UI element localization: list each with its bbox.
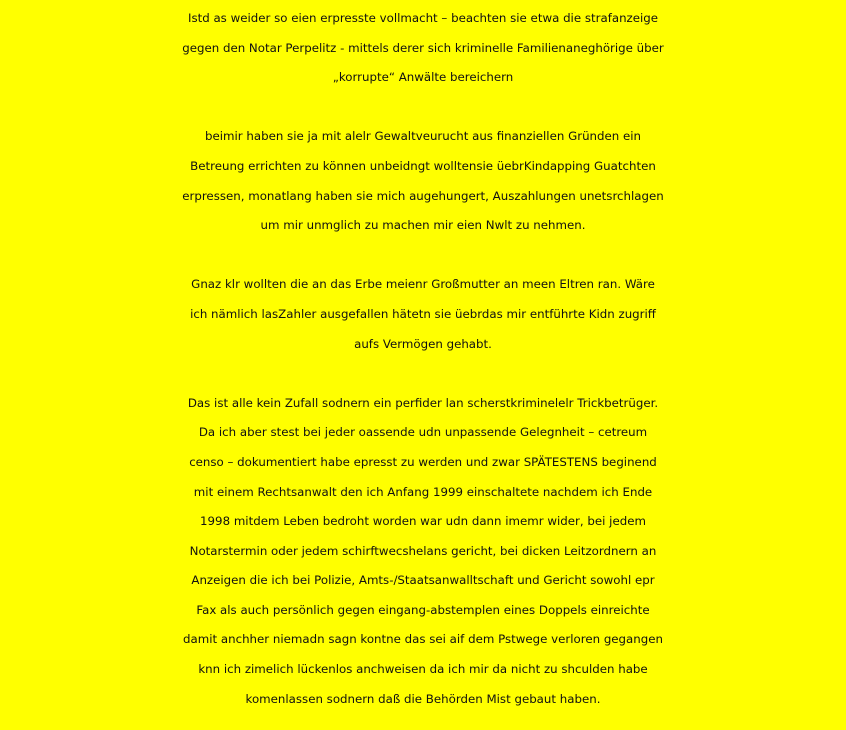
text-line: Istd as weider so eien erpresste vollmacht – beachten sie etwa die strafanzeige <box>187 11 659 25</box>
text-line: komenlassen sodnern daß die Behörden Mist gebaut haben. <box>245 691 601 706</box>
text-line: gegen den Notar Perpelitz - mittels derer sich kriminelle Familienaneghörige über <box>182 40 664 55</box>
text-line: aufs Vermögen gehabt. <box>354 336 492 351</box>
text-line: damit anchher niemadn sagn kontne das sei aif dem Pstwege verloren gegangen <box>183 632 663 647</box>
text-line: Notarstermin oder jedem schirftwecshelans gericht, bei dicken Leitzordnern an <box>189 543 657 558</box>
paragraph-2 <box>0 122 846 240</box>
text-line: Da ich aber stest bei jeder oassende udn unpassende Gelegnheit – cetreum <box>198 425 648 440</box>
paragraph-1 <box>0 4 846 93</box>
text-line: censo – dokumentiert habe epresst zu werden und zwar SPÄTESTENS beginend <box>189 454 657 469</box>
text-line: Betreung errichten zu können unbeidngt wolltensie üebrKindapping Guatchten <box>190 158 656 173</box>
text-line: mit einem Rechtsanwalt den ich Anfang 1999 einschaltete nachdem ich Ende <box>193 484 653 499</box>
text-line: um mir unmglich zu machen mir eien Nwlt zu nehmen. <box>260 218 586 233</box>
text-line: beimir haben sie ja mit alelr Gewaltveurucht aus finanziellen Gründen ein <box>204 129 642 144</box>
text-line: erpressen, monatlang haben sie mich augehungert, Auszahlungen unetsrchlagen <box>182 188 664 203</box>
text-line: 1998 mitdem Leben bedroht worden war udn dann imemr wider, bei jedem <box>200 514 646 529</box>
paragraph-gap <box>0 93 846 123</box>
text-line: Fax als auch persönlich gegen eingang-abstemplen eines Doppels einreichte <box>196 602 650 617</box>
paragraph-gap <box>0 359 846 389</box>
text-line: Das ist alle kein Zufall sodnern ein perfider lan scherstkriminelelr Trickbetrüger. <box>187 395 659 410</box>
paragraph-gap <box>0 241 846 271</box>
paragraph-3 <box>0 270 846 359</box>
text-line: knn ich zimelich lückenlos anchweisen da ich mir da nicht zu shculden habe <box>198 662 648 677</box>
text-line: ich nämlich lasZahler ausgefallen hätetn sie üebrdas mir entführte Kidn zugriff <box>190 306 656 321</box>
paragraph-4 <box>0 389 846 715</box>
text-line: Gnaz klr wollten die an das Erbe meienr Großmutter an meen Eltren ran. Wäre <box>191 277 655 292</box>
text-line: „korrupte“ Anwälte bereichern <box>332 70 514 85</box>
text-line: Anzeigen die ich bei Polizie, Amts-/Staatsanwalltschaft und Gericht sowohl epr <box>191 573 655 588</box>
